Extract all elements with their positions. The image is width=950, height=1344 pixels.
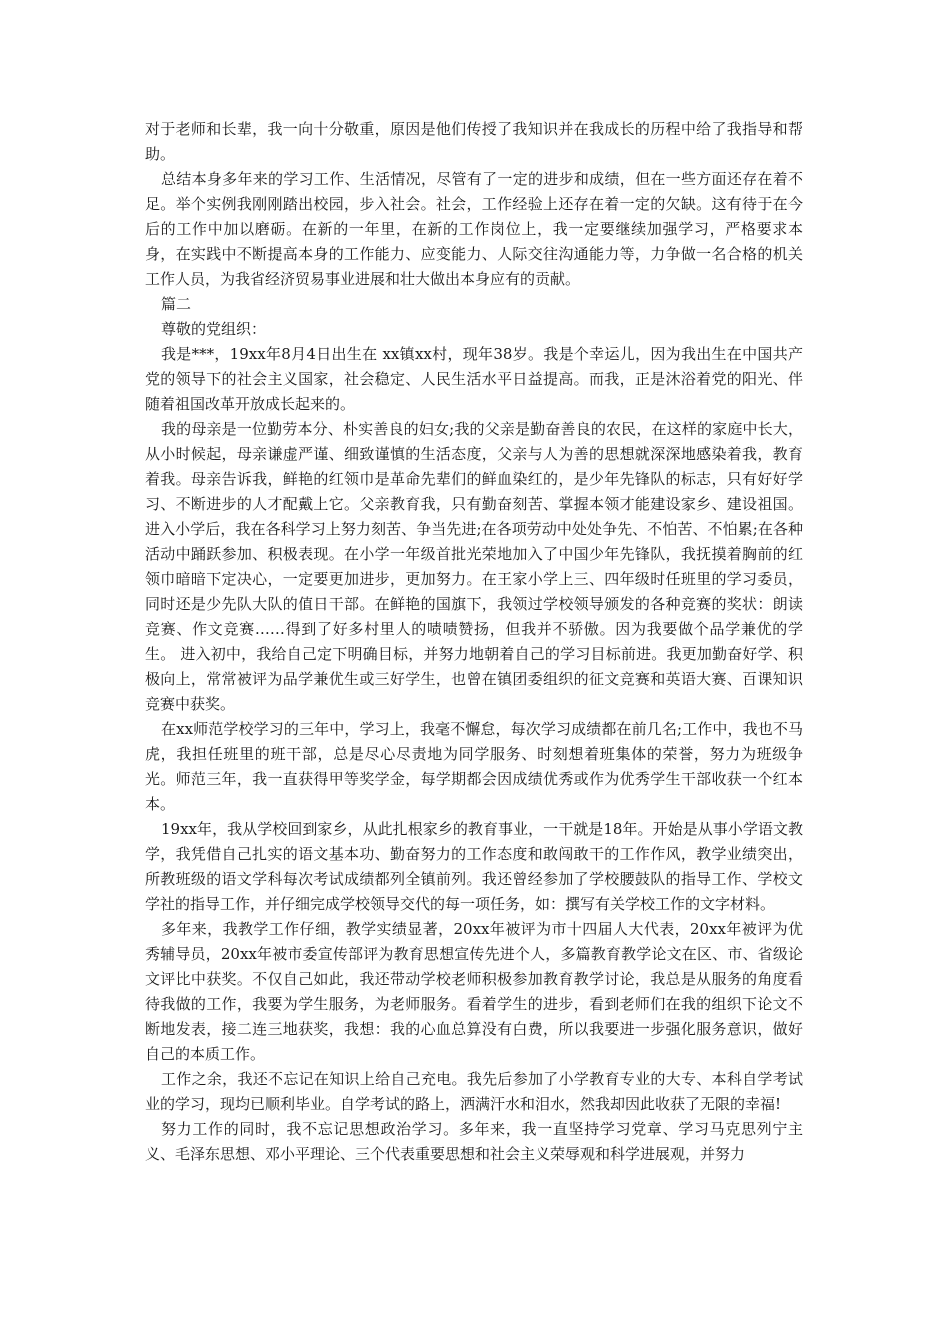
paragraph-normal-school: 在xx师范学校学习的三年中，学习上，我毫不懈怠，每次学习成绩都在前几名;工作中，我也不马虎，我担任班里的班干部，总是尽心尽责地为同学服务、时刻想着班集体的荣誉，努力为班级争光。师范三年，我一直获得甲等奖学金，每学期都会因成绩优秀或作为优秀学生干部收获一个红本本。 bbox=[145, 720, 803, 813]
salutation: 尊敬的党组织： bbox=[161, 320, 267, 338]
paragraph-self-study: 工作之余，我还不忘记在知识上给自己充电。我先后参加了小学教育专业的大专、本科自学考试业的学习，现均已顺利毕业。自学考试的路上，洒满汗水和泪水，然我却因此收获了无限的幸福! bbox=[145, 1070, 803, 1113]
document-body bbox=[145, 117, 803, 1167]
paragraph-introduction: 我是***，19xx年8月4日出生在 xx镇xx村，现年38岁。我是个幸运儿，因为我出生在中国共产党的领导下的社会主义国家，社会稳定、人民生活水平日益提高。而我，正是沐浴着党的阳光、伴随着祖国改革开放成长起来的。 bbox=[145, 345, 803, 413]
paragraph-family: 我的母亲是一位勤劳本分、朴实善良的妇女;我的父亲是勤奋善良的农民，在这样的家庭中长大，从小时候起，母亲谦虚严谨、细致谨慎的生活态度，父亲与人为善的思想就深深地感染着我，教育着我。母亲告诉我，鲜艳的红领巾是革命先辈们的鲜血染红的，是少年先锋队的标志，只有好好学习、不断进步的人才配戴上它。父亲教育我，只有勤奋刻苦、掌握本领才能建设家乡、建设祖国。进入小学后，我在各科学习上努力刻苦、争当先进;在各项劳动中处处争先、不怕苦、不怕累;在各种活动中踊跃参加、积极表现。在小学一年级首批光荣地加入了中国少年先锋队，我抚摸着胸前的红领巾暗暗下定决心，一定要更加进步，更加努力。在王家小学上三、四年级时任班里的学习委员，同时还是少先队大队的值日干部。在鲜艳的国旗下，我领过学校领导颁发的各种竞赛的奖状：朗读竞赛、作文竞赛……得到了好多村里人的啧啧赞扬，但我并不骄傲。因为我要做个品学兼优的学生。 进入初中，我给自己定下明确目标，并努力地朝着自己的学习目标前进。我更加勤奋好学、积极向上，常常被评为品学兼优生或三好学生，也曾在镇团委组织的征文竞赛和英语大赛、百课知识竞赛中获奖。 bbox=[145, 420, 803, 713]
section-heading: 篇二 bbox=[161, 295, 192, 313]
paragraph-achievements: 多年来，我教学工作仔细，教学实绩显著，20xx年被评为市十四届人大代表，20xx年被评为优秀辅导员，20xx年被市委宣传部评为教育思想宣传先进个人，多篇教育教学论文在区、市、省级论文评比中获奖。不仅自己如此，我还带动学校老师积极参加教育教学讨论，我总是从服务的角度看待我做的工作，我要为学生服务，为老师服务。看着学生的进步，看到老师们在我的组织下论文不断地发表，接二连三地获奖，我想：我的心血总算没有白费，所以我要进一步强化服务意识，做好自己的本质工作。 bbox=[145, 920, 803, 1063]
paragraph-political-study: 努力工作的同时，我不忘记思想政治学习。多年来，我一直坚持学习党章、学习马克思列宁主义、毛泽东思想、邓小平理论、三个代表重要思想和社会主义荣辱观和科学进展观，并努力 bbox=[145, 1120, 803, 1163]
paragraph-teachers: 对于老师和长辈，我一向十分敬重，原因是他们传授了我知识并在我成长的历程中给了我指导和帮助。 bbox=[145, 120, 803, 163]
paragraph-summary: 总结本身多年来的学习工作、生活情况，尽管有了一定的进步和成绩，但在一些方面还存在着不足。举个实例我刚刚踏出校园，步入社会。社会，工作经验上还存在着一定的欠缺。这有待于在今后的工作中加以磨砺。在新的一年里，在新的工作岗位上，我一定要继续加强学习，严格要求本身，在实践中不断提高本身的工作能力、应变能力、人际交往沟通能力等，力争做一名合格的机关工作人员，为我省经济贸易事业进展和壮大做出本身应有的贡献。 bbox=[145, 170, 803, 288]
paragraph-teaching-career: 19xx年，我从学校回到家乡，从此扎根家乡的教育事业，一干就是18年。开始是从事小学语文教学，我凭借自己扎实的语文基本功、勤奋努力的工作态度和敢闯敢干的工作作风，教学业绩突出，所教班级的语文学科每次考试成绩都列全镇前列。我还曾经参加了学校腰鼓队的指导工作、学校文学社的指导工作，并仔细完成学校领导交代的每一项任务，如：撰写有关学校工作的文字材料。 bbox=[145, 820, 803, 913]
